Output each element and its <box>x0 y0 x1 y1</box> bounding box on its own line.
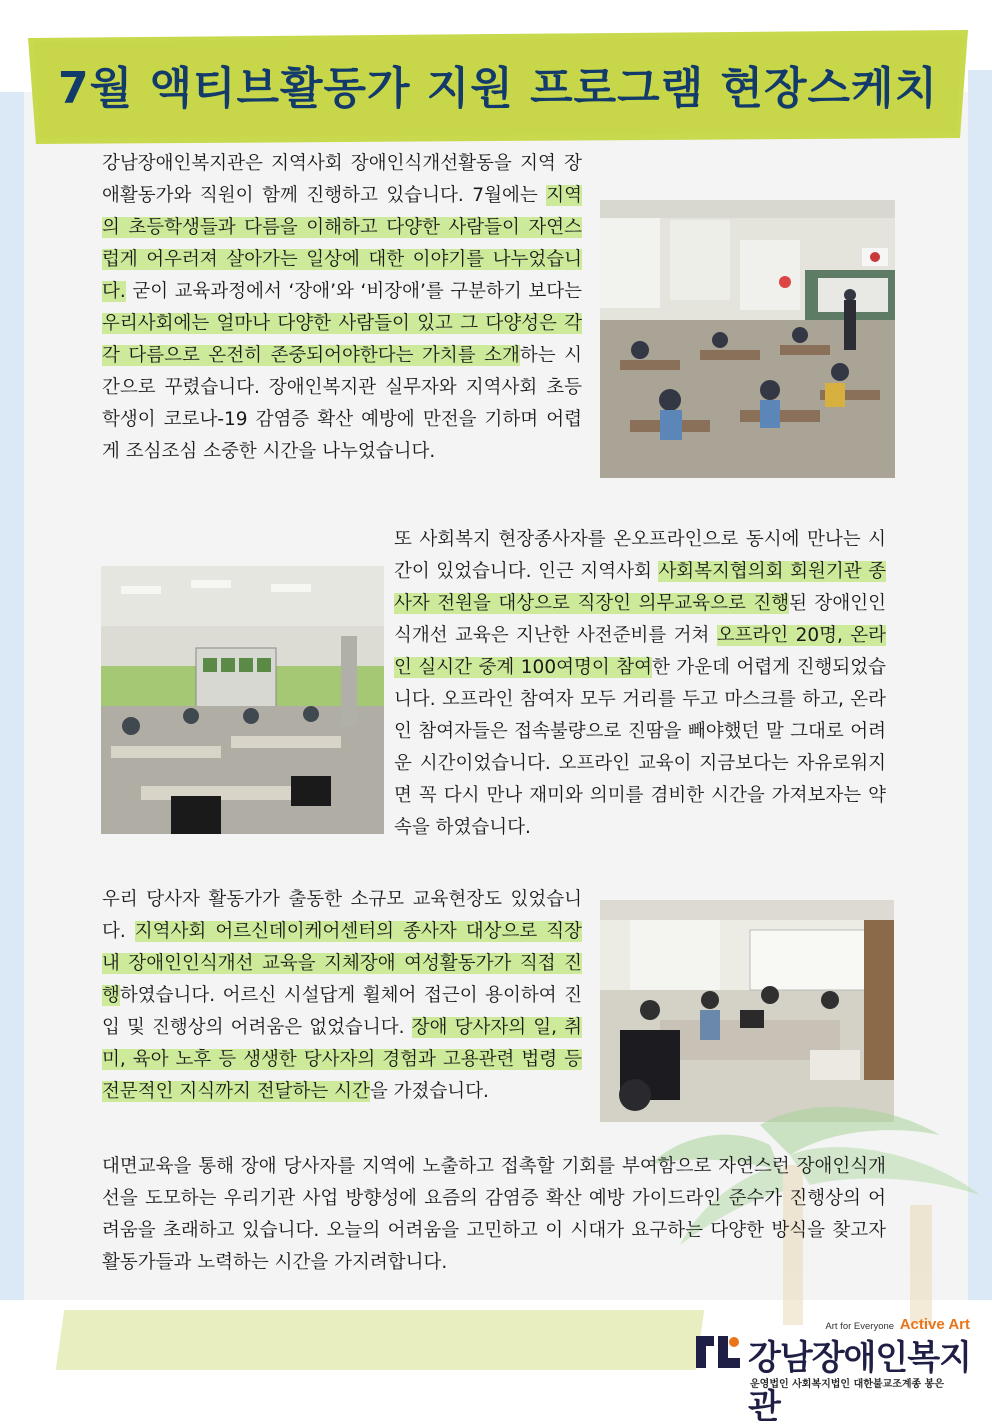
body-text: 하는 시간으로 꾸렸습니다. 장애인복지관 실무자와 지역사회 초등학생이 코로나-19 감염증 확산 예방에 만전을 기하며 어렵게 조심조심 소중한 시간을 나누었습니다. <box>102 345 583 462</box>
body-text: 하였습니다. 어르신 시설답게 휠체어 접근이 용이하여 진입 및 진행상의 어려움은 없었습니다. <box>102 985 582 1038</box>
page-title: 7월 액티브활동가 지원 프로그램 현장스케치 <box>58 63 938 114</box>
highlighted-text: 지역의 초등학생들과 다름을 이해하고 다양한 사람들이 자연스럽게 어우러져 살아가는 일상에 대한 이야기를 나누었습니다. <box>102 185 582 302</box>
title-banner <box>28 30 968 144</box>
photo-lecture-room <box>101 566 384 834</box>
logo-gangnam-welfare <box>690 1316 980 1427</box>
logo-mark-icon <box>692 1332 744 1372</box>
body-text: 한 가운데 어렵게 진행되었습니다. 오프라인 참여자 모두 거리를 두고 마스크를 하고, 온라인 참여자들은 접속불량으로 진땀을 빼야했던 말 그대로 어려운 시간이었습니다. 오프라인 교육이 지금보다는 자유로워지면 꼭 다시 만나 재미와 의미를 겸비한 시간을 가져보자는 약속을 하였습니다. <box>394 657 886 838</box>
paragraph-conclusion <box>102 1151 886 1279</box>
photo-classroom <box>600 200 895 478</box>
highlighted-text: 우리사회에는 얼마나 다양한 사람들이 있고 그 다양성은 각각 다름으로 온전히 존중되어야한다는 가치를 소개 <box>102 313 582 366</box>
highlighted-text: 장애 당사자의 일, 취미, 육아 노후 등 생생한 당사자의 경험과 고용관련 법령 등 전문적인 지식까지 전달하는 시간 <box>102 1017 582 1102</box>
logo-tagline-text: Art for Everyone <box>825 1321 895 1332</box>
logo-name: 강남장애인복지관 <box>748 1338 971 1427</box>
logo-brand-text: Active Art <box>899 1316 970 1333</box>
paragraph-daycare-center <box>102 884 582 1108</box>
body-text: 또 사회복지 현장종사자를 온오프라인으로 동시에 만나는 시간이 있었습니다. 인근 지역사회 <box>394 529 886 582</box>
body-text: 강남장애인복지관은 지역사회 장애인식개선활동을 지역 장애활동가와 직원이 함께 진행하고 있습니다. 7월에는 <box>102 153 582 206</box>
highlighted-text: 오프라인 20명, 온라인 실시간 중계 100여명이 참여 <box>394 625 887 678</box>
photo-daycare-training <box>600 900 894 1122</box>
body-text: 대면교육을 통해 장애 당사자를 지역에 노출하고 접촉할 기회를 부여함으로 자연스런 장애인식개선을 도모하는 우리기관 사업 방향성에 요즘의 감염증 확산 예방 가이드라인 준수가 진행상의 어려움을 초래하고 있습니다. 오늘의 어려움을 고민하고 이 시대가 요구하는 다양한 방식을 찾고자 활동가들과 노력하는 시간을 가지려합니다. <box>102 1156 886 1273</box>
body-text: 굳이 교육과정에서 ‘장애’와 ‘비장애’를 구분하기 보다는 <box>125 281 582 302</box>
background-blue-left <box>0 92 24 1322</box>
paragraph-elementary-school <box>102 148 582 468</box>
body-text: 우리 당사자 활동가가 출동한 소규모 교육현장도 있었습니다. <box>102 889 582 942</box>
bottom-lime-decoration <box>56 1310 704 1370</box>
highlighted-text: 지역사회 어르신데이케어센터의 종사자 대상으로 직장내 장애인인식개선 교육을 지체장애 여성활동가가 직접 진행 <box>102 921 582 1006</box>
logo-sub: 운영법인 사회복지법인 대한불교조계종 봉은 <box>750 1379 944 1390</box>
paragraph-social-workers <box>394 524 886 844</box>
body-text: 된 장애인인식개선 교육은 지난한 사전준비를 거쳐 <box>394 593 886 646</box>
highlighted-text: 사회복지협의회 회원기관 종사자 전원을 대상으로 직장인 의무교육으로 진행 <box>394 561 887 614</box>
body-text: 을 가졌습니다. <box>369 1081 489 1102</box>
